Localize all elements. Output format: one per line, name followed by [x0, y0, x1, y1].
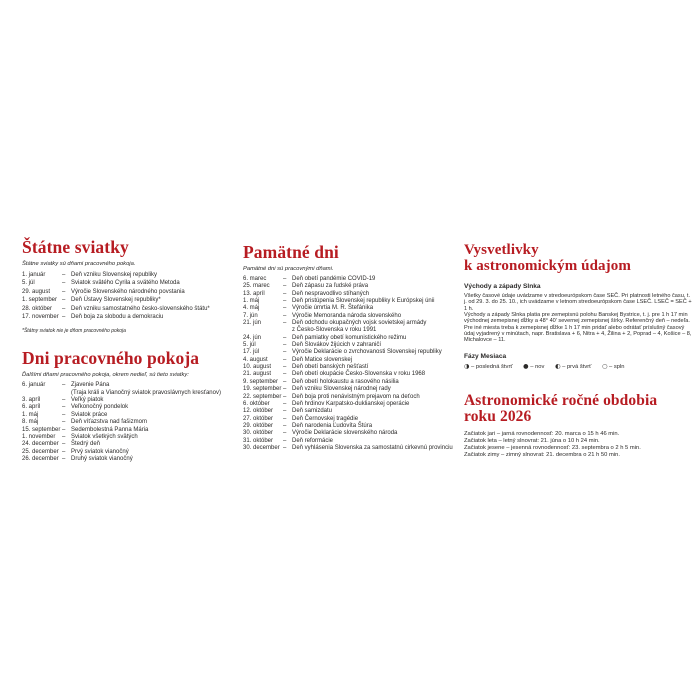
memorial-day-row	[243, 445, 456, 452]
memorial-day-row	[243, 386, 456, 393]
dash-separator: –	[283, 364, 287, 371]
dash-separator: –	[283, 342, 287, 349]
memorial-day-date: 19. september	[243, 386, 282, 393]
memorial-day-row	[243, 349, 456, 356]
memorial-day-row	[243, 276, 456, 283]
rest-day-row	[22, 397, 234, 404]
memorial-day-description-line1: Deň zápasu za ľudské práva	[292, 283, 369, 290]
rest-day-row	[22, 441, 234, 448]
rest-day-row	[22, 419, 234, 426]
holiday-description	[71, 271, 234, 279]
moon-phase-label: nov	[535, 363, 545, 370]
holiday-description-line1: Deň vzniku Slovenskej republiky	[71, 272, 158, 278]
memorial-day-description-line1: Výročie Deklarácie o zvrchovanosti Slovenskej republiky	[292, 349, 442, 356]
memorial-day-row	[243, 423, 456, 430]
memorial-day-date: 12. október	[243, 408, 274, 415]
rest-day-row	[22, 434, 234, 441]
memorial-day-description-line1: Deň hrdinov Karpatsko-duklianskej operácie	[292, 400, 410, 407]
memorial-day-description	[292, 394, 456, 401]
memorial-days-subtitle: Pamätné dni sú pracovnými dňami.	[243, 266, 334, 272]
holiday-row	[22, 279, 234, 287]
memorial-day-description-line1: Deň vyhlásenia Slovenska za samostatnú cirkevnú provinciu	[292, 444, 453, 451]
memorial-day-date: 4. august	[243, 356, 268, 363]
memorial-day-description	[292, 313, 456, 320]
memorial-day-row	[243, 379, 456, 386]
memorial-day-description-line1: Deň obetí okupácie Česko-Slovenska v roku 1968	[292, 371, 426, 378]
rest-day-description	[71, 412, 234, 419]
dash-separator: –	[62, 288, 66, 295]
rest-day-date: 6. apríl	[22, 404, 41, 411]
dash-separator: –	[62, 455, 66, 462]
memorial-day-date: 21. august	[243, 371, 272, 378]
dash-separator: –	[283, 437, 287, 444]
memorial-day-description	[292, 430, 456, 437]
holiday-row	[22, 305, 234, 313]
memorial-day-description	[292, 401, 456, 408]
holiday-date: 29. august	[22, 288, 51, 295]
memorial-day-row	[243, 335, 456, 342]
memorial-day-row	[243, 313, 456, 320]
sun-rise-set-heading: Východy a západy Slnka	[464, 283, 541, 290]
season-row: Začiatok zimy – zimný slnovrat: 21. decembra o 21 h 50 min.	[464, 452, 620, 459]
dash-separator: –	[283, 393, 287, 400]
moon-phase-icon: ◐	[555, 362, 561, 370]
dash-separator: –	[283, 356, 287, 363]
memorial-day-description	[292, 379, 456, 386]
rest-days-list	[22, 382, 234, 463]
dash-separator: –	[62, 305, 66, 312]
dash-separator: –	[62, 433, 66, 440]
memorial-day-description-line1: Deň odchodu okupačných vojsk sovietskej armády	[292, 320, 427, 327]
memorial-day-date: 6. október	[243, 400, 270, 407]
column-memorial-days	[243, 243, 456, 452]
rest-days-title: Dni pracovného pokoja	[22, 348, 200, 369]
memorial-days-list	[243, 276, 456, 452]
rest-day-description-line1: Sviatok práce	[71, 411, 108, 418]
rest-day-date: 6. január	[22, 382, 46, 389]
memorial-day-date: 29. október	[243, 422, 274, 429]
rest-day-date: 26. december	[22, 455, 59, 462]
dash-separator: –	[283, 283, 287, 290]
holiday-row	[22, 271, 234, 279]
rest-day-description	[71, 397, 234, 404]
holiday-description	[71, 288, 234, 296]
memorial-day-row	[243, 371, 456, 378]
dash-separator: –	[62, 448, 66, 455]
memorial-day-description	[292, 371, 456, 378]
memorial-day-description-line1: Výročie Memoranda národa slovenského	[292, 312, 402, 319]
rest-day-date: 1. november	[22, 433, 56, 440]
dash-separator: –	[283, 349, 287, 356]
season-row: Začiatok leta – letný slnovrat: 21. júna o 10 h 24 min.	[464, 437, 600, 444]
moon-phase-icon: ◑	[464, 362, 470, 370]
dash-separator: –	[62, 280, 66, 287]
memorial-day-description-line1: Deň narodenia Ľudovíta Štúra	[292, 422, 373, 429]
memorial-day-date: 24. jún	[243, 334, 262, 341]
holiday-description	[71, 313, 234, 321]
memorial-day-description-line1: Deň obetí banských nešťastí	[292, 364, 369, 371]
memorial-day-description	[292, 276, 456, 283]
memorial-day-description-line1: Deň pristúpenia Slovenskej republiky k Európskej únii	[292, 298, 435, 305]
memorial-day-description	[292, 438, 456, 445]
holiday-description	[71, 296, 234, 304]
holiday-row	[22, 288, 234, 296]
memorial-day-date: 5. júl	[243, 342, 256, 349]
memorial-day-description	[292, 357, 456, 364]
memorial-day-date: 22. september	[243, 393, 282, 400]
dash-separator: –	[62, 297, 66, 304]
rest-day-description	[71, 419, 234, 426]
rest-day-date: 25. december	[22, 448, 59, 455]
rest-day-description-line1: Zjavenie Pána	[71, 382, 110, 389]
dash-separator: –	[283, 334, 287, 341]
memorial-day-date: 9. september	[243, 378, 279, 385]
memorial-day-description-line1: Deň boja proti nenávistným prejavom na deťoch	[292, 393, 420, 400]
rest-day-description	[71, 449, 234, 456]
dash-separator: –	[283, 305, 287, 312]
holiday-description-line1: Deň vzniku samostatného česko-slovenského štátu*	[71, 305, 210, 312]
rest-day-date: 1. máj	[22, 411, 39, 418]
dash-separator: –	[283, 276, 287, 282]
memorial-day-date: 30. december	[243, 444, 280, 451]
memorial-day-date: 17. júl	[243, 349, 260, 356]
dash-separator: –	[62, 397, 66, 404]
rest-day-date: 15. september	[22, 426, 61, 433]
holiday-description-line1: Deň Ústavy Slovenskej republiky*	[71, 297, 161, 304]
rest-days-subtitle: Ďalšími dňami pracovného pokoja, okrem nedieľ, sú tieto sviatky:	[22, 372, 189, 379]
memorial-day-description-line1: Deň nespravodlivo stíhaných	[292, 290, 370, 297]
column-astro-notes	[464, 243, 692, 459]
holiday-date: 1. január	[22, 272, 46, 278]
state-holidays-footnote: *Štátny sviatok nie je dňom pracovného pokoja	[22, 328, 126, 335]
memorial-day-date: 27. október	[243, 415, 274, 422]
dash-separator: –	[471, 363, 475, 370]
memorial-day-description	[292, 320, 456, 335]
sun-paragraph-1: Všetky časové údaje uvádzame v stredoeurópskom čase SEČ. Pri platnosti letného času, t. j. od 29. 3. do 25. 10., ich uvádzame v letnom stredoeurópskom čase LSEČ. LSEČ = SEČ + 1 h.	[464, 293, 692, 312]
memorial-day-description	[292, 342, 456, 349]
dash-separator: –	[283, 320, 287, 327]
moon-phases-legend	[464, 363, 692, 371]
memorial-day-description-line1: Deň Slovákov žijúcich v zahraničí	[292, 342, 382, 349]
memorial-day-description	[292, 335, 456, 342]
memorial-day-date: 1. máj	[243, 298, 260, 305]
dash-separator: –	[283, 312, 287, 319]
dash-separator: –	[530, 363, 534, 370]
dash-separator: –	[62, 426, 66, 433]
holiday-row	[22, 296, 234, 304]
dash-separator: –	[283, 444, 287, 451]
dash-separator: –	[283, 386, 287, 393]
memorial-day-date: 31. október	[243, 437, 274, 444]
moon-phase-entry	[602, 364, 625, 370]
memorial-day-description	[292, 408, 456, 415]
rest-day-row	[22, 427, 234, 434]
dash-separator: –	[62, 404, 66, 411]
rest-day-description	[71, 404, 234, 411]
rest-day-description	[71, 382, 234, 397]
memorial-day-row	[243, 438, 456, 445]
memorial-day-description	[292, 291, 456, 298]
memorial-day-description-line1: Deň vzniku Slovenskej národnej rady	[292, 386, 391, 393]
memorial-day-description	[292, 416, 456, 423]
dash-separator: –	[62, 272, 66, 278]
memorial-day-description-line1: Deň reformácie	[292, 437, 334, 444]
memorial-day-description-line1: Výročie Deklarácie slovenského národa	[292, 430, 398, 437]
memorial-day-date: 7. jún	[243, 312, 258, 319]
holiday-description-line1: Sviatok svätého Cyrila a svätého Metoda	[71, 280, 180, 287]
memorial-day-row	[243, 305, 456, 312]
memorial-day-row	[243, 416, 456, 423]
dash-separator: –	[62, 411, 66, 418]
memorial-day-row	[243, 320, 456, 335]
seasons-list	[464, 431, 692, 459]
memorial-day-description	[292, 305, 456, 312]
rest-day-description-line2: (Traja králi a Vianočný sviatok pravoslávnych kresťanov)	[71, 389, 221, 396]
rest-day-date: 8. máj	[22, 419, 39, 426]
moon-phase-entry	[464, 364, 513, 370]
memorial-days-title: Pamätné dni	[243, 242, 339, 262]
memorial-day-row	[243, 357, 456, 364]
memorial-day-description-line1: Deň obetí holokaustu a rasového násilia	[292, 378, 399, 385]
dash-separator: –	[609, 363, 613, 370]
dash-separator: –	[283, 430, 287, 437]
dash-separator: –	[283, 378, 287, 385]
season-row: Začiatok jari – jarná rovnodennosť: 20. marca o 15 h 46 min.	[464, 430, 620, 437]
memorial-day-description	[292, 349, 456, 356]
rest-day-description-line1: Druhý sviatok vianočný	[71, 455, 133, 462]
astro-notes-title-line2: k astronomickým údajom	[464, 257, 631, 274]
memorial-day-date: 10. august	[243, 364, 272, 371]
rest-day-row	[22, 412, 234, 419]
rest-day-description-line1: Prvý sviatok vianočný	[71, 448, 129, 455]
rest-day-row	[22, 404, 234, 411]
holiday-description	[71, 305, 234, 313]
state-holidays-title: Štátne sviatky	[22, 237, 129, 257]
memorial-day-description-line2: z Česko-Slovenska v roku 1991	[292, 327, 377, 334]
memorial-day-date: 21. jún	[243, 320, 262, 327]
rest-day-row	[22, 456, 234, 463]
moon-phase-label: posledná štvrť	[475, 363, 513, 370]
moon-phase-entry	[523, 364, 544, 370]
rest-day-description-line1: Sviatok všetkých svätých	[71, 433, 138, 440]
rest-day-description-line1: Veľký piatok	[71, 397, 104, 404]
state-holidays-list	[22, 271, 234, 321]
memorial-day-description	[292, 423, 456, 430]
holiday-date: 17. november	[22, 314, 59, 321]
dash-separator: –	[283, 408, 287, 415]
holiday-date: 1. september	[22, 297, 58, 304]
astro-notes-title	[464, 243, 692, 274]
holiday-description	[71, 279, 234, 287]
memorial-day-row	[243, 283, 456, 290]
memorial-day-date: 25. marec	[243, 283, 270, 290]
memorial-day-row	[243, 430, 456, 437]
holiday-date: 5. júl	[22, 280, 35, 287]
memorial-day-row	[243, 394, 456, 401]
rest-day-description-line1: Štedrý deň	[71, 441, 101, 448]
moon-phase-icon: ○	[601, 362, 608, 370]
memorial-day-description	[292, 445, 456, 452]
rest-day-date: 3. apríl	[22, 397, 41, 404]
season-row: Začiatok jesene – jesenná rovnodennosť: 23. septembra o 2 h 5 min.	[464, 444, 641, 451]
memorial-day-date: 13. apríl	[243, 290, 265, 297]
seasons-title-line2: roku 2026	[464, 408, 532, 426]
rest-day-description	[71, 427, 234, 434]
dash-separator: –	[562, 363, 566, 370]
rest-day-row	[22, 382, 234, 397]
memorial-day-row	[243, 408, 456, 415]
dash-separator: –	[62, 382, 66, 389]
moon-phase-icon: ●	[523, 362, 529, 370]
rest-day-description	[71, 456, 234, 463]
dash-separator: –	[283, 400, 287, 407]
memorial-day-description	[292, 386, 456, 393]
memorial-day-description-line1: Deň samizdatu	[292, 408, 333, 415]
moon-phase-label: spln	[613, 363, 625, 370]
rest-day-date: 24. december	[22, 441, 59, 448]
dash-separator: –	[62, 419, 66, 426]
memorial-day-description-line1: Deň pamiatky obetí komunistického režimu	[292, 334, 407, 341]
memorial-day-date: 4. máj	[243, 305, 260, 312]
dash-separator: –	[283, 371, 287, 378]
memorial-day-date: 30. október	[243, 430, 274, 437]
memorial-day-description-line1: Výročie úmrtia M. R. Štefánika	[292, 305, 374, 312]
rest-day-description-line1: Deň víťazstva nad fašizmom	[71, 419, 147, 426]
column-state-holidays	[22, 238, 234, 463]
moon-phase-entry	[555, 364, 591, 370]
seasons-title	[464, 393, 692, 426]
memorial-day-date: 6. marec	[243, 276, 267, 282]
rest-day-description-line1: Sedembolestná Panna Mária	[71, 426, 149, 433]
astro-notes-title-line1: Vysvetlivky	[464, 242, 539, 258]
rest-day-row	[22, 449, 234, 456]
dash-separator: –	[62, 314, 66, 321]
dash-separator: –	[62, 441, 66, 448]
dash-separator: –	[283, 422, 287, 429]
dash-separator: –	[283, 298, 287, 305]
moon-phases-heading: Fázy Mesiaca	[464, 352, 507, 360]
moon-phase-label: prvá štvrť	[566, 363, 592, 370]
memorial-day-description-line1: Deň Černovskej tragédie	[292, 415, 359, 422]
holiday-description-line1: Deň boja za slobodu a demokraciu	[71, 314, 164, 321]
memorial-day-description-line1: Deň Matice slovenskej	[292, 356, 353, 363]
dash-separator: –	[283, 415, 287, 422]
holiday-description-line1: Výročie Slovenského národného povstania	[71, 288, 185, 295]
state-holidays-subtitle: Štátne sviatky sú dňami pracovného pokoja.	[22, 261, 136, 267]
memorial-day-description	[292, 283, 456, 290]
memorial-day-row	[243, 401, 456, 408]
holiday-date: 28. október	[22, 305, 53, 312]
memorial-day-row	[243, 342, 456, 349]
rest-day-description-line1: Veľkonočný pondelok	[71, 404, 129, 411]
rest-day-description	[71, 441, 234, 448]
memorial-day-description-line1: Deň obetí pandémie COVID-19	[292, 276, 376, 282]
dash-separator: –	[283, 290, 287, 297]
seasons-title-line1: Astronomické ročné obdobia	[464, 391, 658, 409]
sun-paragraph-2: Východy a západy Slnka platia pre zemepisnú polohu Banskej Bystrice, t. j. pre 1 h 17 min východnej zemepisnej dĺžky a 48° 40′ severnej zemepisnej šírky. Referenčný deň – nedeľa. Pre iné miesta treba k zemepisnej dĺžke 1 h 17 min pridať alebo odrátať príslušný časový údaj vyjadrený v minútach, napr. Bratislava + 6, Nitra + 4, Žilina + 2, Poprad – 4, Košice – 8, Michalovce – 11.	[464, 312, 692, 344]
memorial-day-row	[243, 291, 456, 298]
holiday-row	[22, 313, 234, 321]
